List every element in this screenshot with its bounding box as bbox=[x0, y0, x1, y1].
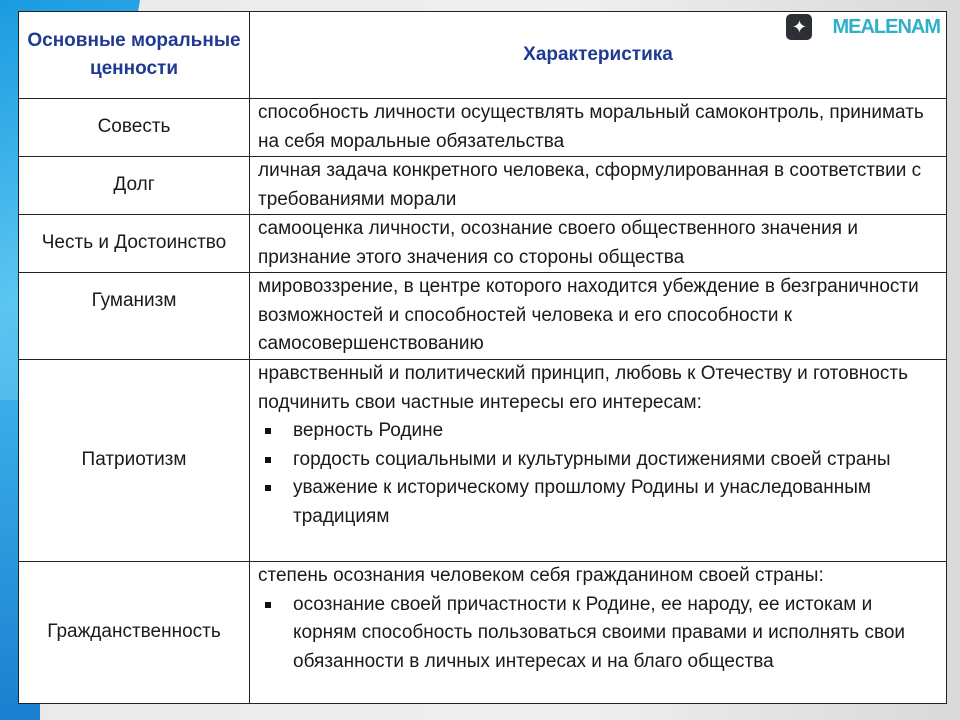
value-name: Гражданственность bbox=[19, 562, 250, 704]
table-row bbox=[19, 215, 947, 273]
logo-text: MEALENAM bbox=[832, 15, 940, 38]
star-icon: ✦ bbox=[786, 14, 812, 40]
value-description: личная задача конкретного человека, сформулированная в соответствии с требованиями морали bbox=[250, 157, 947, 215]
header-values: Основные моральные ценности bbox=[19, 12, 250, 99]
table-row bbox=[19, 99, 947, 157]
value-name: Совесть bbox=[19, 99, 250, 157]
value-description: самооценка личности, осознание своего общественного значения и признание этого значения со стороны общества bbox=[250, 215, 947, 273]
bullet-item: гордость социальными и культурными достижениями своей страны bbox=[258, 446, 940, 475]
value-description-cell bbox=[250, 562, 947, 704]
bullet-item: осознание своей причастности к Родине, ее народу, ее истокам и корням способность пользоваться своими правами и исполнять свои обязанности в личных интересах и на благо общества bbox=[258, 591, 940, 677]
bullet-list bbox=[258, 591, 940, 677]
bullet-list bbox=[258, 417, 940, 531]
value-name: Долг bbox=[19, 157, 250, 215]
bullet-item: верность Родине bbox=[258, 417, 940, 446]
value-description: степень осознания человеком себя гражданином своей страны: bbox=[258, 565, 824, 586]
value-name: Гуманизм bbox=[19, 273, 250, 360]
value-name: Честь и Достоинство bbox=[19, 215, 250, 273]
brand-logo bbox=[786, 14, 940, 40]
value-description-cell bbox=[250, 360, 947, 562]
table-row bbox=[19, 360, 947, 562]
value-name: Патриотизм bbox=[19, 360, 250, 562]
bullet-item: уважение к историческому прошлому Родины и унаследованным традициям bbox=[258, 474, 940, 531]
table-row bbox=[19, 157, 947, 215]
value-description: мировоззрение, в центре которого находится убеждение в безграничности возможностей и способностей человека и его способности к самосовершенствованию bbox=[250, 273, 947, 360]
table-row bbox=[19, 562, 947, 704]
table-row bbox=[19, 273, 947, 360]
value-description: нравственный и политический принцип, любовь к Отечеству и готовность подчинить свои частные интересы его интересам: bbox=[258, 363, 908, 413]
moral-values-table bbox=[18, 11, 947, 704]
value-description: способность личности осуществлять моральный самоконтроль, принимать на себя моральные обязательства bbox=[250, 99, 947, 157]
header-characteristic: Характеристика bbox=[250, 12, 947, 99]
